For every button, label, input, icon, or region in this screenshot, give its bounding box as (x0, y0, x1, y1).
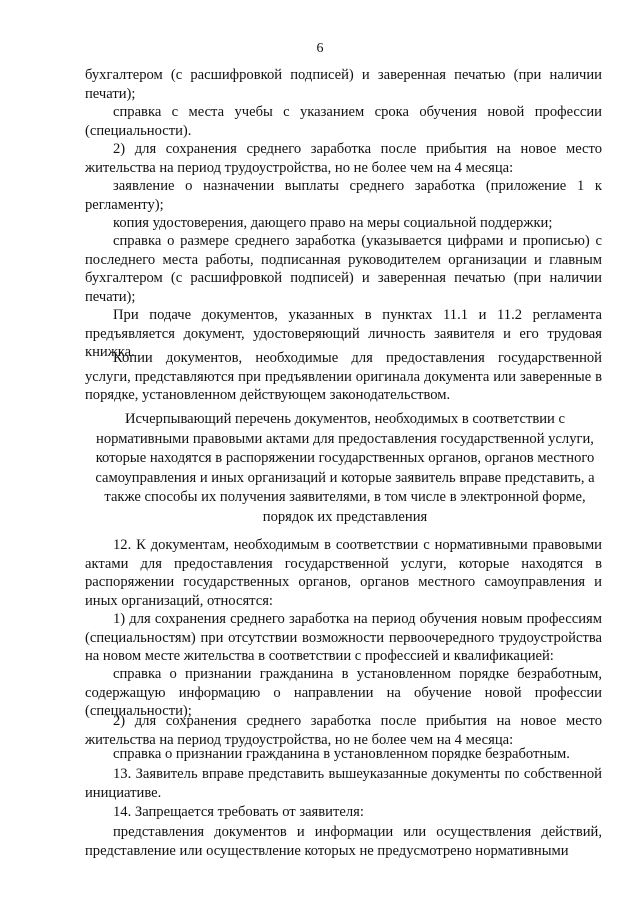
paragraph: справка о признании гражданина в установленном порядке безработным. (113, 746, 570, 762)
paragraph: справка о размере среднего заработка (указывается цифрами и прописью) с последнего места работы, подписанная руководителем организации и главным бухгалтером (с расшифровкой подписей) и заверенная печатью (при наличии печати); (85, 233, 602, 305)
heading-line: также способы их получения заявителями, в том числе в электронной форме, (104, 489, 586, 505)
paragraph: справка с места учебы с указанием срока обучения новой профессии (специальности). (85, 104, 602, 139)
paragraph: При подаче документов, указанных в пунктах 11.1 и 11.2 регламента предъявляется документ, удостоверяющий личность заявителя и его трудовая книжка. (85, 307, 602, 360)
paragraph: представления документов и информации или осуществления действий, представление или осуществление которых не предусмотрено нормативными (85, 824, 602, 859)
heading-line: Исчерпывающий перечень документов, необходимых в соответствии с (125, 411, 565, 427)
paragraph: справка о признании гражданина в установленном порядке безработным, содержащую информацию о направлении на обучение новой профессии (специальности); (85, 666, 602, 719)
heading-line: нормативными правовыми актами для предоставления государственной услуги, (96, 430, 594, 447)
paragraph: 12. К документам, необходимым в соответствии с нормативными правовыми актами для предоставления государственной услуги, которые находятся в распоряжении государственных органов, органов местного самоуправления и иных организаций, относятся: (85, 537, 602, 609)
paragraph: 2) для сохранения среднего заработка после прибытия на новое место жительства на период трудоустройства, но не более чем на 4 месяца: (85, 713, 602, 748)
paragraph: 2) для сохранения среднего заработка после прибытия на новое место жительства на период трудоустройства, но не более чем на 4 месяца: (85, 141, 602, 176)
paragraph: бухгалтером (с расшифровкой подписей) и заверенная печатью (при наличии печати); (85, 67, 602, 102)
section-heading (80, 410, 610, 527)
heading-line: которые находятся в распоряжении государственных органов, органов местного (95, 450, 595, 466)
paragraph: 1) для сохранения среднего заработка на период обучения новым профессиям (специальностям) при отсутствии возможности первоочередного трудоустройства на новом месте жительства в соответствии с профессией и квалификацией: (85, 611, 602, 664)
paragraph: 14. Запрещается требовать от заявителя: (113, 804, 364, 820)
page-number: 6 (316, 41, 324, 56)
heading-line: самоуправления и иных организаций и которые заявитель вправе представить, а (95, 469, 595, 486)
heading-line: порядок их представления (262, 508, 428, 525)
paragraph: 13. Заявитель вправе представить вышеуказанные документы по собственной инициативе. (85, 766, 602, 801)
paragraph: копия удостоверения, дающего право на меры социальной поддержки; (113, 215, 553, 231)
paragraph: заявление о назначении выплаты среднего заработка (приложение 1 к регламенту); (85, 178, 602, 213)
paragraph: Копии документов, необходимые для предоставления государственной услуги, представляются при предъявлении оригинала документа или заверенные в порядке, установленном действующем законодательством. (85, 350, 602, 403)
